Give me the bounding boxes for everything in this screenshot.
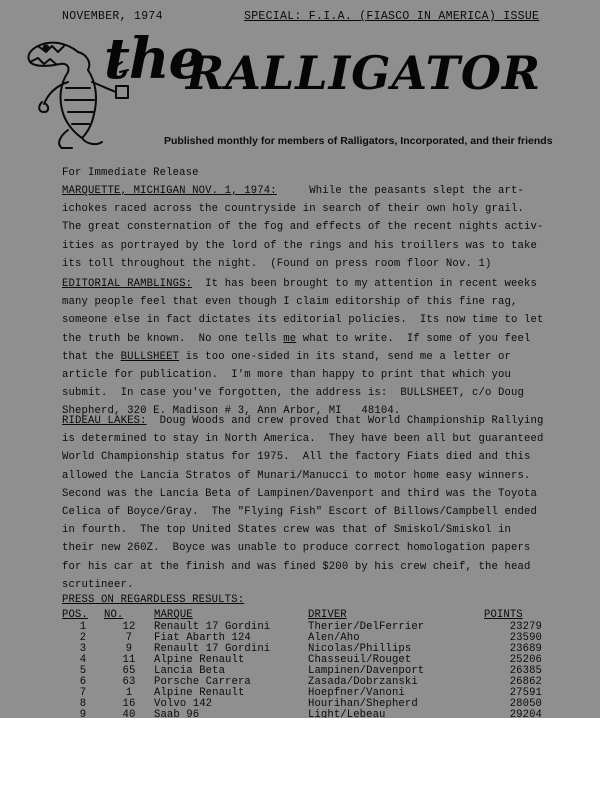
article-line: is determined to stay in North America. They have been all but guaranteed	[62, 433, 544, 446]
cell-driver: Lampinen/Davenport	[308, 665, 425, 677]
table-row	[62, 710, 542, 718]
release-label: For Immediate Release	[62, 167, 199, 179]
table-row	[62, 677, 542, 688]
header-driver: DRIVER	[308, 609, 347, 621]
cell-pos: 8	[79, 698, 87, 710]
article-line	[62, 275, 570, 293]
cell-points: 29204	[509, 709, 542, 718]
masthead-the: the	[104, 26, 204, 92]
cell-points: 26862	[509, 676, 542, 688]
cell-pos: 7	[79, 687, 87, 699]
cell-points: 23279	[509, 621, 542, 633]
cell-driver: Chasseuil/Rouget	[308, 654, 412, 666]
article-lead: RIDEAU LAKES:	[62, 415, 147, 427]
article-line: scrutineer.	[62, 578, 134, 591]
cell-marque: Porsche Carrera	[154, 676, 251, 688]
article-line: someone else in fact dictates its editorial policies. Its now time to let	[62, 314, 544, 327]
header-pos: POS.	[62, 609, 88, 621]
cell-points: 23590	[509, 632, 542, 644]
cell-marque: Renault 17 Gordini	[154, 621, 271, 633]
article-line: their new 260Z. Boyce was unable to produce correct homologation papers	[62, 542, 531, 555]
article-line: allowed the Lancia Stratos of Munari/Manucci to motor home easy winners.	[62, 469, 531, 482]
special-issue-label: SPECIAL: F.I.A. (FIASCO IN AMERICA) ISSUE	[244, 10, 540, 23]
cell-pos: 2	[79, 632, 87, 644]
cell-pos: 5	[79, 665, 87, 677]
emphasis-me: me	[283, 332, 297, 345]
article-line	[62, 412, 570, 430]
cell-pos: 3	[79, 643, 87, 655]
article-line: The great consternation of the fog and effects of the recent nights activ-	[62, 221, 544, 234]
cell-driver: Nicolas/Phillips	[308, 643, 412, 655]
article-line: many people feel that even though I claim editorship of this fine rag,	[62, 296, 518, 309]
masthead-tagline: Published monthly for members of Ralligators, Incorporated, and their friends	[164, 135, 553, 147]
cell-no: 16	[122, 698, 136, 710]
results-title: PRESS ON REGARDLESS RESULTS:	[62, 594, 245, 606]
header-points: POINTS	[484, 609, 523, 621]
article-editorial	[62, 275, 570, 421]
article-text: While the peasants slept the art-	[276, 185, 525, 197]
article-lead: EDITORIAL RAMBLINGS:	[62, 278, 193, 290]
article-text: the truth be known. No one tells	[62, 332, 284, 345]
article-line: in fourth. The top United States crew was that of Smiskol/Smiskol in	[62, 524, 512, 537]
article-line: Second was the Lancia Beta of Lampinen/Davenport and third was the Toyota	[62, 487, 538, 500]
article-text: that the	[62, 350, 121, 363]
cell-no: 9	[125, 643, 133, 655]
table-row	[62, 633, 542, 644]
cell-pos: 9	[79, 709, 87, 718]
article-line	[62, 330, 570, 348]
masthead-title: RALLIGATOR	[186, 46, 542, 100]
article-text: It has been brought to my attention in recent weeks	[192, 278, 538, 290]
cell-no: 40	[122, 709, 136, 718]
cell-marque: Saab 96	[154, 709, 200, 718]
cell-marque: Alpine Renault	[154, 687, 245, 699]
issue-date: NOVEMBER, 1974	[62, 10, 163, 23]
cell-points: 28050	[509, 698, 542, 710]
article-line: Celica of Boyce/Gray. The "Flying Fish" Escort of Billows/Campbell ended	[62, 505, 538, 518]
cell-no: 1	[125, 687, 133, 699]
article-line: its toll throughout the night. (Found on press room floor Nov. 1)	[62, 257, 492, 270]
article-rideau-lakes	[62, 412, 570, 594]
cell-points: 23689	[509, 643, 542, 655]
article-line: ities as portrayed by the lord of the rings and his troillers was to take	[62, 239, 538, 252]
cell-points: 27591	[509, 687, 542, 699]
header-marque: MARQUE	[154, 609, 193, 621]
article-text: is too one-sided in its stand, send me a letter or	[179, 350, 512, 363]
article-line	[62, 182, 570, 200]
cell-driver: Hoepfner/Vanoni	[308, 687, 405, 699]
cell-driver: Therier/DelFerrier	[308, 621, 425, 633]
article-line: for his car at the finish and was fined $200 by his crew cheif, the head	[62, 560, 531, 573]
results-table	[62, 609, 542, 718]
cell-pos: 4	[79, 654, 87, 666]
results-body	[62, 622, 542, 718]
cell-driver: Alen/Aho	[308, 632, 360, 644]
cell-pos: 6	[79, 676, 87, 688]
cell-marque: Renault 17 Gordini	[154, 643, 271, 655]
cell-driver: Hourihan/Shepherd	[308, 698, 418, 710]
article-line	[62, 348, 570, 366]
cell-no: 63	[122, 676, 136, 688]
cell-no: 11	[122, 654, 136, 666]
article-line: submit. In case you've forgotten, the address is: BULLSHEET, c/o Doug	[62, 387, 525, 400]
article-lead: MARQUETTE, MICHIGAN NOV. 1, 1974:	[62, 185, 277, 197]
cell-points: 26385	[509, 665, 542, 677]
article-line: article for publication. I'm more than happy to print that which you	[62, 368, 512, 381]
cell-no: 65	[122, 665, 136, 677]
article-text: what to write. If some of you feel	[296, 332, 531, 345]
article-text: Doug Woods and crew proved that World Championship Rallying	[146, 415, 544, 427]
cell-driver: Light/Lebeau	[308, 709, 386, 718]
cell-no: 7	[125, 632, 133, 644]
article-line: Shepherd, 320 E. Madison # 3, Ann Arbor, MI 48104.	[62, 405, 401, 418]
cell-pos: 1	[79, 621, 87, 633]
article-line: World Championship status for 1975. All the factory Fiats died and this	[62, 451, 531, 464]
cell-marque: Alpine Renault	[154, 654, 245, 666]
cell-marque: Volvo 142	[154, 698, 213, 710]
article-line: ichokes raced across the countryside in search of their own holy grail.	[62, 203, 525, 216]
bullsheet-name: BULLSHEET	[120, 350, 180, 363]
cell-driver: Zasada/Dobrzanski	[308, 676, 418, 688]
header-no: NO.	[104, 609, 124, 621]
article-marquette	[62, 182, 570, 273]
table-row	[62, 622, 542, 633]
cell-points: 25206	[509, 654, 542, 666]
cell-marque: Lancia Beta	[154, 665, 226, 677]
cell-marque: Fiat Abarth 124	[154, 632, 251, 644]
cell-no: 12	[122, 621, 136, 633]
